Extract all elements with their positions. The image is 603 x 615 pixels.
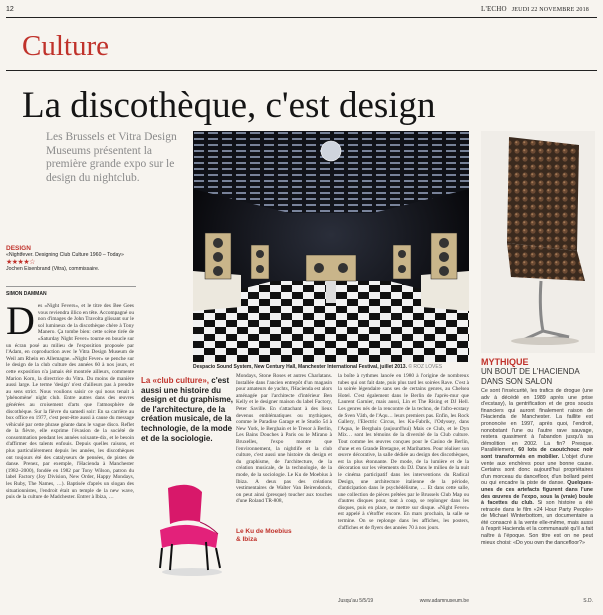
main-photo	[193, 131, 469, 362]
sidebar-text-3: L'objet d'une vente aux enchères pour une bonne cause. Certains sont donc aujourd'hui propriétaires d'un morceau du dancefloor, d'un bollard peint ou qui encadre la piste de danse.	[481, 453, 593, 487]
pullquote	[141, 376, 233, 443]
publication-name: L'ECHO	[481, 5, 507, 13]
header-rule	[6, 17, 597, 18]
sidebar-signature: S.D.	[583, 598, 593, 604]
despacio-sound-system-image	[193, 131, 469, 362]
review-rule	[6, 286, 136, 287]
page-number: 12	[6, 6, 14, 13]
pullquote-lead: La «club culture»,	[141, 376, 212, 385]
body-text-3: Mondays, Stone Roses et autres Charlatans. Installée dans l'ancien entrepôt d'un magasin pour amateurs de yachts, l'Hacienda est alors aménagée par l'architecte d'intérieur Ben Kelly et le designer maison du label Factory, Peter Saville. En s'attachant à des lieux devenus emblématiques ou mythiques, comme le Paradise Garage et le Studio 54 à New York, le Berghain et le Tresor à Berlin, Les Bains Douches à Paris ou le Mirano à Bruxelles, l'expo montre que l'environnement, la nightlife et la club culture, c'est aussi une histoire du design et du graphisme, de l'architecture, de la création musicale, de la technologie, de la mode, de la sociologie. Le Ku de Moebius à Ibiza. A deux pas des créations vestimentaires de Walter Van Beirendonck, on peut ainsi (presque) toucher aux touches d'une Roland TR-808,	[236, 373, 332, 505]
review-label: DESIGN	[6, 245, 31, 252]
review-title: «Nightfever. Designing Club Culture 1960 – Today»	[6, 252, 124, 258]
sidebar-title: MYTHIQUE	[481, 357, 529, 367]
hacienda-chair-drawing	[481, 131, 595, 353]
masthead	[481, 5, 589, 13]
drop-cap: D	[6, 303, 35, 343]
body-text-4: la boîte à rythmes lancée en 1980 à l'origine de nombreux tubes qui ont fait date, puis plus tard les soirées Rave. C'est à la soirée légendaire sans ses de certains genres, au Chelsea Hotel. C'est également dans le Berlin de l'après-mur que Laurent Garnier, mais aussi, Lin et The Rising et DJ Hell. Les genres nés de la rencontre de la techno, de l'afro-ecstasy de Sven Väth, de l'Aqu… leurs premiers pas. Enfin, les Rock Gallery, l'Electric Circus, les Ku-Fabrik, l'Odyssey, dans l'Aqua, le Berghain (aujourd'hui) Mais ce Club, et le Dyn Mix… sont les témoins de la diversité de la Club culture. Tout comme les œuvres conçues pour le Casino de Berlin, d'une et en Grande Bretagne, et Marihatten. Pour réaliser son œuvre décorative, la salle dédiée au design des discothèques, est la plus étonnante. De mode, de la lumière et de la décoration sur les vêtements du DJ. Dans le milieu de la nuit le cinéma participatif dans les interventions du Radical Design, une architecture italienne de la période, d'anticipation dans le psychédélisme, … Et dans cette salle, une collection de pièces prêtées par le Brussels Club Map ou d'autres disques pour, tout à coup, se replonger dans les disques, puis en place, se mettre sur disque. «Night Fever» est appelé à s'étoffer encore. En mars prochain, la salle se termine. On se replonge dans les affiches, les posters, d'affiches et de flyers des années 70 à nos jours.	[338, 373, 469, 531]
sidebar-text	[481, 388, 593, 546]
publication-date: JEUDI 22 NOVEMBRE 2018	[511, 7, 589, 13]
pink-chair-image	[140, 478, 232, 578]
article-footer	[338, 598, 469, 604]
review-box	[6, 245, 136, 273]
body-text-1: es «Night Fevers», et le titre des Bee Gees vous reviendra illico en tête. Accompagné ou non d'images de John Travolta glissant sur le sol lumineux de la discothèque chère à Tony Manero. Ça tombe bien: cette scène tirée de «Saturday Night Fever» tourne en boucle sur un écran posé au milieu de l'exposition proposée par l'Adam, en coproduction avec le Vitra Design Museum de Weil am Rhein en Allemagne. «Night Fever» se penche sur le design de la club culture des années 60 à nos jours, et cette exposition n'a jamais été montrée ailleurs, commente Marion Korn, la directrice du Vitra. Du moins de manière aussi large. Le terme 'design' n'est d'ailleurs pas à prendre au sens strict. Nous voulions saisir ce qui nous tenait à 'phénomène' night club. Entre autres dans des œuvres générées au croisement d'arts que l'atmosphère de discothèque. Sur la fièvre du samedi soir: En sa carrière au box office en 1977, c'est peut-être aussi à cause du message véhiculé par cette phrase géante dans le vague disco. Reflet de la fièvre, elle exprime l'évasion de la société de consommation pendant les années soixante-dix, et le besoin d'affirmer des talents enfouis. Depuis quelles raisons, et plus particulièrement depuis les années, les discothèques ont toujours été des catalyseurs de pensées, de pistes de danse. Prenez, par exemple, l'Hacienda à Manchester (1982–2000), fondée en 1982 par Tony Wilson, patron du label Factory (Joy Division, New Order, Happy Mondays, les Ruby, The Names, …). Baptisée d'après un slogan des situationnistes, l'endroit était un temple de la new wave, puis de la culture de Madchester. Entrer à Ibiza, …	[6, 303, 134, 501]
review-credit: Jochen Eisenbrand (Vitra), commissaire.	[6, 266, 100, 273]
headline: La discothèque, c'est design	[22, 85, 436, 126]
author: SIMON DAMMAN	[6, 291, 47, 297]
sidebar-text-1: Ce sont l'insécurité, les trafics de drogue (une adv à décédé en 1989 après une prise d'ecstasy), la gentrification et de gros soucis financiers qui auront finalement raison de l'Hacienda de Manchester. La faillite est prononcée en 1997, après quoi, l'endroit, nonobstant l'une ou l'autre rave sauvage, restera quasiment à l'abandon jusqu'à sa démolition en 2002. La fin? Presque. Parallèlement,	[481, 388, 593, 454]
sidebar-subtitle: UN BOUT DE L'HACIENDA DANS SON SALON	[481, 367, 580, 386]
subhead: Le Ku de Moebius & Ibiza	[236, 528, 296, 543]
caption-text: Despacio Sound System, New Century Hall, Manchester International Festival, juillet 2013.	[193, 364, 407, 370]
sidebar-text-4: Quelques-unes de ces artefacts figurent dans l'une des œuvres de l'expo, sous la (vraie) boule à facettes du club.	[481, 480, 593, 507]
website: www.adamnuseum.be	[419, 598, 469, 604]
chair-drawing	[140, 478, 232, 578]
section-title: Culture	[22, 30, 109, 62]
body-column-3	[236, 373, 332, 603]
caption-credit: © ROZ LOVES	[408, 364, 443, 370]
photo-caption	[193, 364, 469, 370]
body-column-1	[6, 303, 134, 603]
pullquote-text: c'est aussi une histoire du design et du graphisme, de l'architecture, de la création musicale, de la technologie, de la mode et de la sociologie.	[141, 376, 234, 443]
body-column-4	[338, 373, 469, 596]
intro-text: Les Brussels et Vitra Design Museums présentent la première grande expo sur le design du nightclub.	[46, 131, 177, 184]
hacienda-chair-image	[481, 131, 595, 353]
exhibition-dates: Jusqu'au 5/5/19	[338, 598, 374, 604]
review-rating: ★★★★☆	[6, 258, 35, 267]
sidebar-text-5: Si son histoire a été retracée dans le film «24 Hour Party People» de Michael Winterbottom, un documentaire a été consacré à la vente elle-même, mais aussi à l'esprit Hacienda et la communauté qu'il a fait naître à l'époque. Son titre est on ne peut mieux choisi: «Do you own the dancefloor?»	[481, 500, 593, 546]
section-rule	[6, 70, 597, 71]
sidebar-text-2: 60 lots de caoutchouc noir sont transformés en mobilier.	[481, 447, 593, 460]
